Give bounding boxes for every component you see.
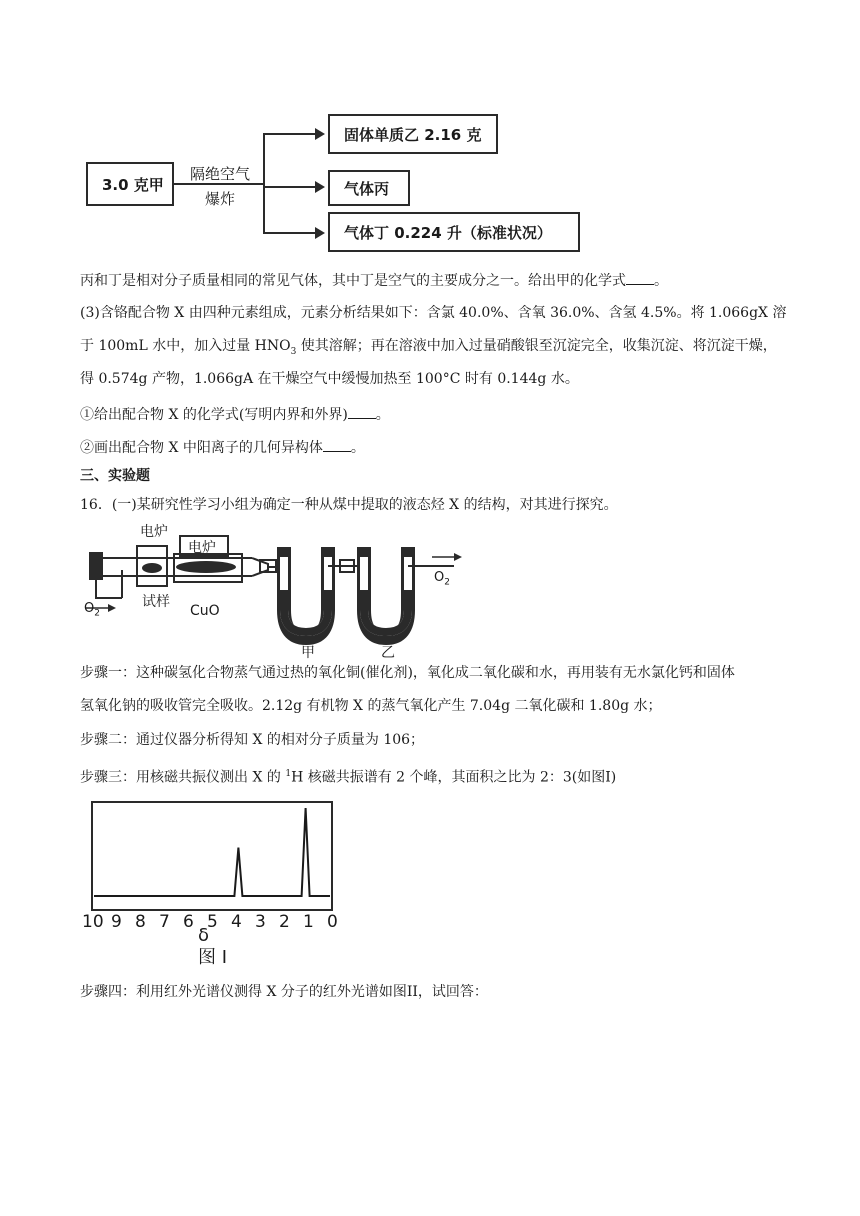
flow-product-1-box (328, 114, 498, 154)
q16-intro: 16．(一)某研究性学习小组为确定一种从煤中提取的液态烃 X 的结构，对其进行探究。 (80, 497, 618, 513)
q3-sub2-text: ②画出配合物 X 中阳离子的几何异构体 (80, 440, 323, 456)
x-tick-label: 3 (255, 912, 266, 932)
inlet-stopper (90, 553, 102, 579)
step3-sup: 1 (285, 769, 292, 779)
answer-blank (323, 439, 351, 452)
cuo-label: CuO (190, 603, 220, 619)
flow-product-3-box (328, 212, 580, 252)
x-tick-label: 2 (279, 912, 290, 932)
furnace-1-label: 电炉 (140, 524, 168, 540)
flow-condition-bottom: 爆炸 (205, 190, 236, 208)
flow-branch-vertical (263, 133, 265, 234)
flow-start-label: 3.0 克甲 (102, 175, 164, 194)
step1-line2: 氢氧化钠的吸收管完全吸收。2.12g 有机物 X 的蒸气氧化产生 7.04g 二氧化碳和 1.80g 水； (80, 698, 662, 714)
x-tick-label: 7 (159, 912, 170, 932)
step1-line1: 步骤一：这种碳氢化合物蒸气通过热的氧化铜(催化剂)，氧化成二氧化碳和水，再用装有无水氯化钙和固体 (80, 665, 735, 681)
x-tick-label: 6 (183, 912, 194, 932)
flow-arrow-2 (263, 186, 317, 188)
step3-a: 步骤三：用核磁共振仪测出 X 的 (80, 769, 286, 786)
arrowhead-1 (315, 128, 325, 140)
arrowhead-2 (315, 181, 325, 193)
x-tick-label: 9 (111, 912, 122, 932)
step4: 步骤四：利用红外光谱仪测得 X 分子的红外光谱如图II，试回答： (80, 984, 488, 1000)
sample-label: 试样 (142, 594, 170, 610)
x-tick-label: 0 (327, 912, 338, 932)
flow-arrow-1 (263, 133, 317, 135)
tube-b-label: 乙 (381, 645, 395, 661)
nmr-spectrum-chart (80, 796, 340, 916)
x-tick-label: 5 (207, 912, 218, 932)
tube-a-label: 甲 (301, 645, 315, 661)
o2-out-label: $O_2$ (434, 570, 450, 588)
x-tick-label: 4 (231, 912, 242, 932)
gas-paragraph: 丙和丁是相对分子质量相同的常见气体，其中丁是空气的主要成分之一。给出甲的化学式 。 (80, 273, 668, 289)
answer-blank (626, 272, 654, 285)
flow-product-3-label: 气体丁 0.224 升（标准状况） (344, 223, 552, 242)
q3-line2-b: 使其溶解；再在溶液中加入过量硝酸银至沉淀完全，收集沉淀、将沉淀干燥， (296, 338, 777, 354)
q3-line3: 得 0.574g 产物，1.066gA 在干燥空气中缓慢加热至 100°C 时有 0.144g 水。 (80, 371, 579, 387)
flow-start-box (86, 162, 174, 206)
arrowhead-3 (315, 227, 325, 239)
q3-line2-sub: 3 (290, 346, 297, 357)
x-axis-label: δ (198, 925, 210, 946)
flow-condition-top: 隔绝空气 (190, 165, 251, 183)
furnace-2-label: 电炉 (188, 540, 216, 556)
flow-arrow-3 (263, 232, 317, 234)
section-title: 三、实验题 (80, 468, 150, 484)
q3-sub1-text: ①给出配合物 X 的化学式(写明内界和外界) (80, 407, 348, 423)
o2-in-label: $O_2$ (84, 601, 100, 619)
flow-product-2-box (328, 170, 410, 206)
step3 (80, 764, 785, 788)
answer-blank (348, 406, 376, 419)
x-tick-label: 8 (135, 912, 146, 932)
q3-line1: (3)含铬配合物 X 由四种元素组成，元素分析结果如下：含氯 40.0%、含氧 36.0%、含氢 4.5%。将 1.066gX 溶 (80, 305, 787, 321)
q3-sub2: ②画出配合物 X 中阳离子的几何异构体 。 (80, 440, 365, 456)
gas-paragraph-text: 丙和丁是相对分子质量相同的常见气体，其中丁是空气的主要成分之一。给出甲的化学式 (80, 273, 626, 289)
flow-product-1-label: 固体单质乙 2.16 克 (344, 125, 482, 144)
x-tick-label: 1 (303, 912, 314, 932)
flow-product-2-label: 气体丙 (344, 179, 390, 198)
q3-line2-a: 于 100mL 水中，加入过量 HNO (80, 338, 291, 354)
step2: 步骤二：通过仪器分析得知 X 的相对分子质量为 106； (80, 732, 425, 748)
figure-caption: 图 I (198, 947, 228, 968)
nmr-trace (94, 808, 330, 896)
cuo-blob (176, 561, 236, 573)
chart-frame (92, 802, 332, 910)
x-tick-label: 10 (82, 912, 104, 932)
q3-sub1: ①给出配合物 X 的化学式(写明内界和外界) 。 (80, 407, 390, 423)
q3-line2 (80, 336, 785, 362)
sample-blob (142, 563, 162, 573)
step3-b: H 核磁共振谱有 2 个峰，其面积之比为 2：3(如图I) (291, 769, 617, 786)
